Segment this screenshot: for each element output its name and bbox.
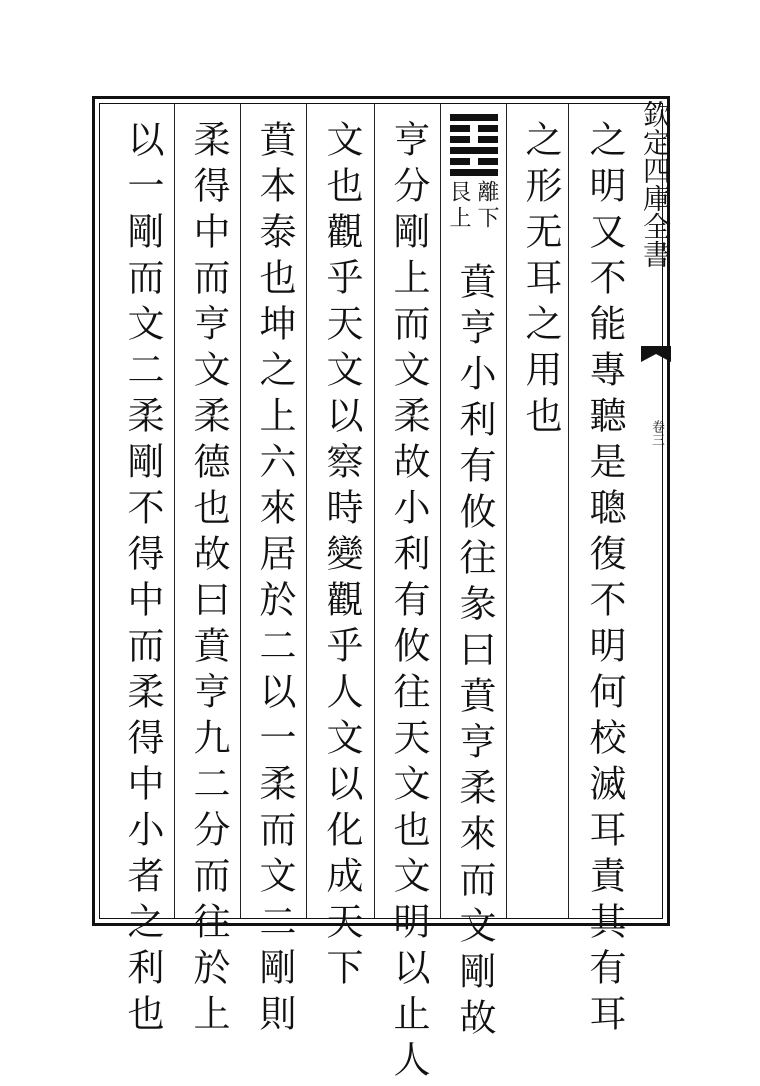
column-rule	[240, 104, 241, 918]
volume-label: 卷三	[649, 420, 664, 446]
text-column-5: 賁本泰也坤之上六來居於二以一柔而文二剛則	[253, 120, 296, 1040]
text-column-7: 以一剛而文二柔剛不得中而柔得中小者之利也	[121, 120, 164, 1040]
column-rule	[374, 104, 375, 918]
text-column-3: 亨分剛上而文柔故小利有攸往天文也文明以止人	[387, 120, 430, 1086]
text-column-4: 文也觀乎天文以察時變觀乎人文以化成天下	[320, 120, 363, 994]
column-rule	[174, 104, 175, 918]
column-rule	[306, 104, 307, 918]
hexagram-text: 賁亨小利有攸往彖曰賁亨柔來而文剛故	[453, 262, 496, 1044]
hexagram-upper-label: 艮上	[446, 180, 471, 232]
text-column-2: 之形无耳之用也	[519, 120, 562, 442]
hexagram-icon	[446, 112, 502, 176]
column-rule	[506, 104, 507, 918]
hexagram-lower-label: 離下	[474, 180, 499, 232]
text-column-1: 之明又不能專聽是聰復不明何校滅耳責其有耳	[583, 120, 626, 1040]
book-title: 欽定四庫全書	[639, 100, 672, 268]
fish-tail-mark-icon	[641, 344, 671, 364]
column-rule	[440, 104, 441, 918]
text-column-6: 柔得中而亨文柔德也故曰賁亨九二分而往於上	[187, 120, 230, 1040]
